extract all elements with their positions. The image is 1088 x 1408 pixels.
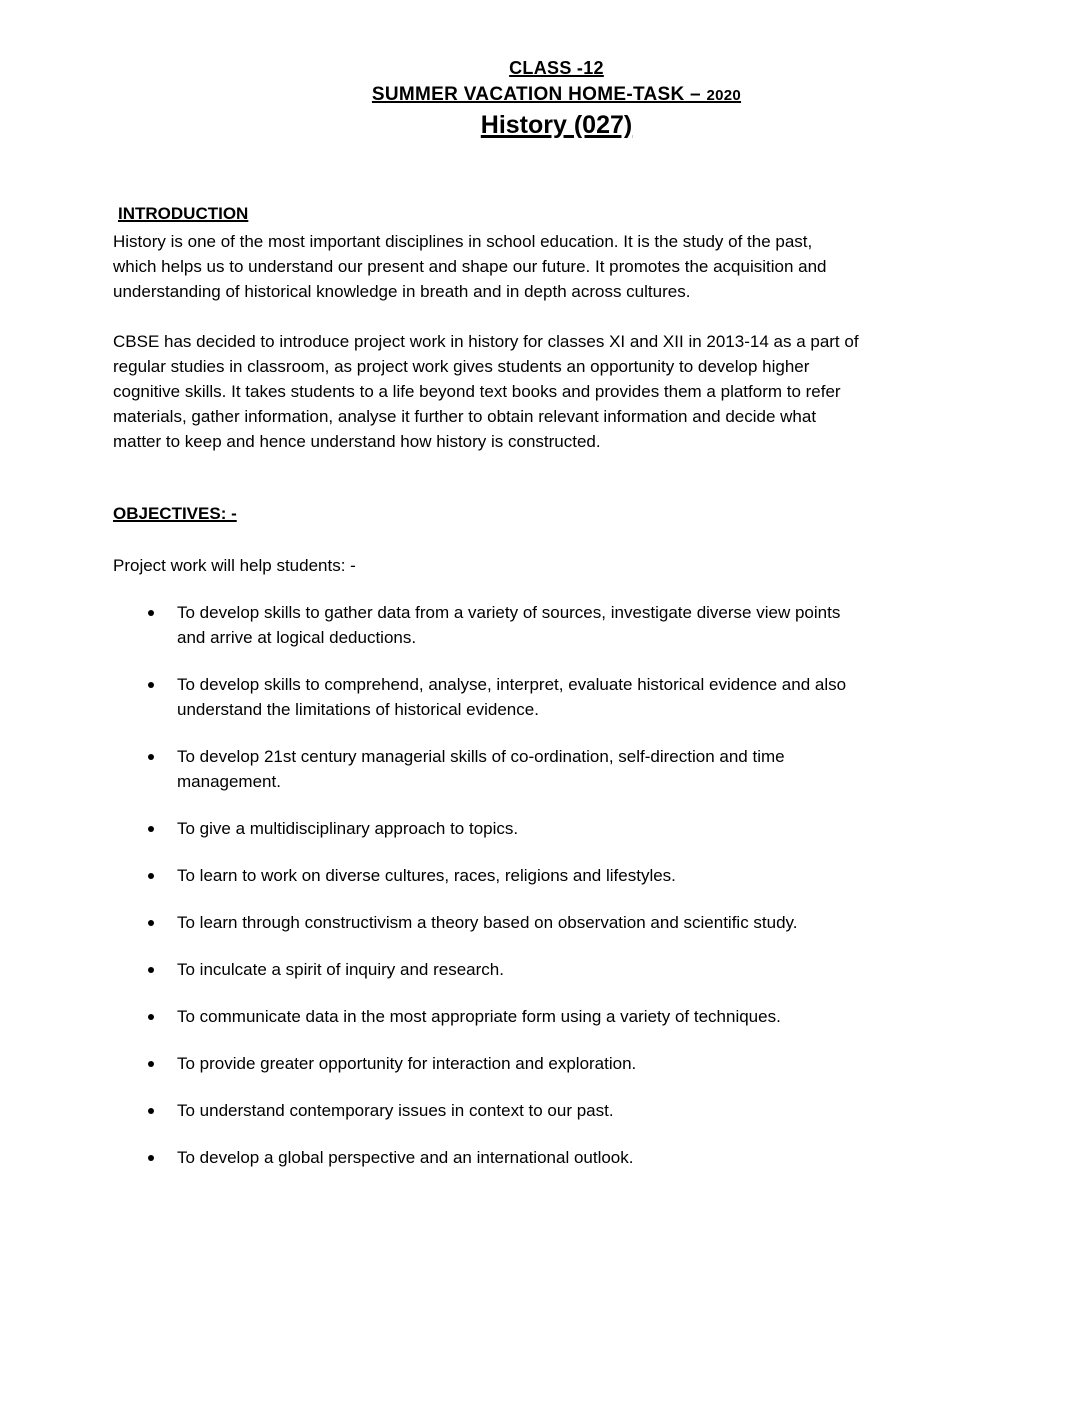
objective-item	[148, 1145, 1000, 1170]
introduction-section	[113, 203, 1000, 224]
bullet-icon	[148, 1014, 154, 1020]
objective-text: To understand contemporary issues in context to our past.	[177, 1101, 614, 1120]
objective-text: To learn to work on diverse cultures, races, religions and lifestyles.	[177, 866, 676, 885]
bullet-icon	[148, 967, 154, 973]
bullet-icon	[148, 1061, 154, 1067]
introduction-paragraph-1: History is one of the most important disciplines in school education. It is the study of the past, which helps us to understand our present and shape our future. It promotes the acquisition and understanding of historical knowledge in breath and in depth across cultures.	[113, 232, 827, 301]
task-title	[113, 81, 1000, 109]
objective-text: To develop a global perspective and an international outlook.	[177, 1148, 634, 1167]
objective-item	[148, 672, 1000, 722]
introduction-heading: INTRODUCTION	[118, 204, 249, 223]
objective-item	[148, 816, 1000, 841]
task-title-main: SUMMER VACATION HOME-TASK –	[371, 84, 707, 105]
objective-text: To develop 21st century managerial skills of co-ordination, self-direction and time management.	[177, 747, 785, 791]
objective-item	[148, 1004, 1000, 1029]
bullet-icon	[148, 610, 154, 616]
bullet-icon	[148, 920, 154, 926]
objective-text: To learn through constructivism a theory based on observation and scientific study.	[177, 913, 798, 932]
objective-text: To develop skills to gather data from a variety of sources, investigate diverse view points and arrive at logical deductions.	[177, 603, 841, 647]
bullet-icon	[148, 1108, 154, 1114]
objectives-heading: OBJECTIVES: -	[113, 504, 237, 523]
task-title-year: 2020	[706, 87, 742, 104]
bullet-icon	[148, 682, 154, 688]
subject-title: History (027)	[480, 111, 633, 139]
objective-item	[148, 1051, 1000, 1076]
introduction-paragraph-2: CBSE has decided to introduce project work in history for classes XI and XII in 2013-14 as a part of regular studies in classroom, as project work gives students an opportunity to develop higher cognitive skills. It takes students to a life beyond text books and provides them a platform to refer materials, gather information, analyse it further to obtain relevant information and decide what matter to keep and hence understand how history is constructed.	[113, 332, 859, 451]
document-header	[113, 55, 1000, 142]
objective-text: To provide greater opportunity for interaction and exploration.	[177, 1054, 637, 1073]
objective-text: To develop skills to comprehend, analyse, interpret, evaluate historical evidence and also understand the limitations of historical evidence.	[177, 675, 847, 719]
objective-item	[148, 910, 1000, 935]
bullet-icon	[148, 1155, 154, 1161]
objective-item	[148, 1098, 1000, 1123]
bullet-icon	[148, 754, 154, 760]
objectives-section	[113, 503, 1000, 524]
objective-item	[148, 744, 1000, 794]
objectives-lead: Project work will help students: -	[113, 556, 356, 575]
class-title: CLASS -12	[509, 58, 604, 78]
bullet-icon	[148, 873, 154, 879]
bullet-icon	[148, 826, 154, 832]
objectives-list	[113, 600, 1000, 1170]
objective-item	[148, 957, 1000, 982]
objective-text: To inculcate a spirit of inquiry and research.	[177, 960, 504, 979]
objective-text: To give a multidisciplinary approach to topics.	[177, 819, 519, 838]
objective-text: To communicate data in the most appropriate form using a variety of techniques.	[177, 1007, 781, 1026]
objective-item	[148, 600, 1000, 650]
objective-item	[148, 863, 1000, 888]
